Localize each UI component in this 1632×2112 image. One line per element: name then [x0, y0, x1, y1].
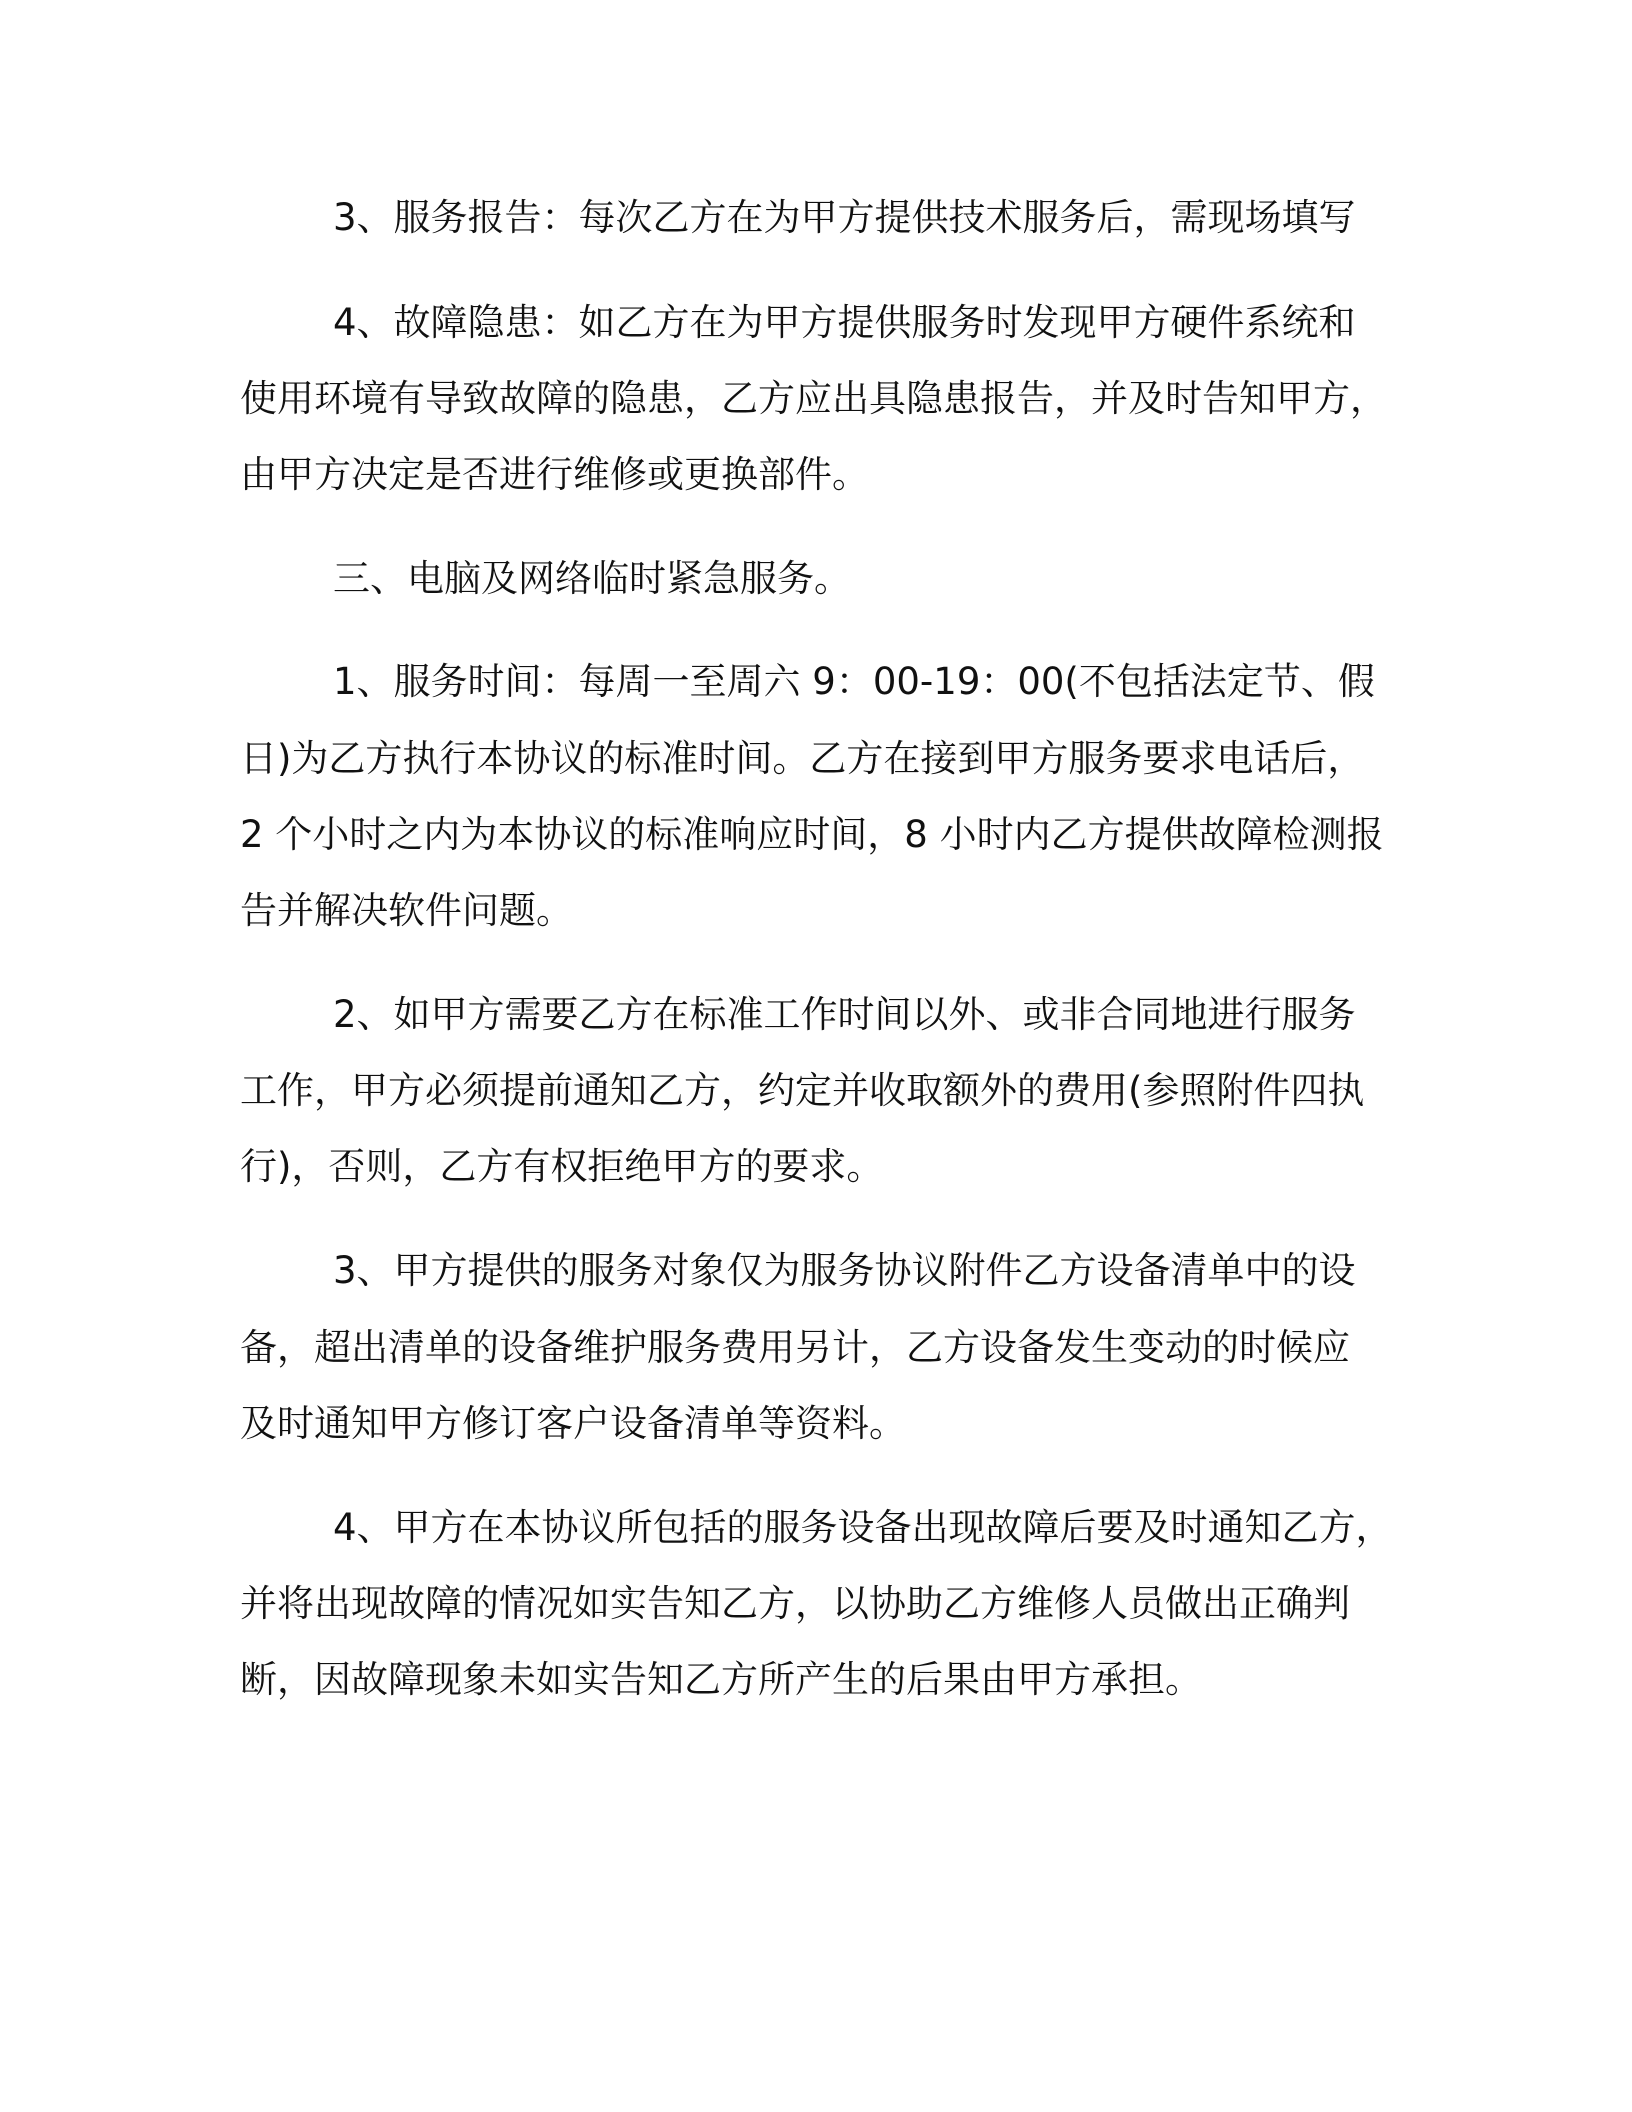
- paragraph-fault-notice-line-2: 并将出现故障的情况如实告知乙方，以协助乙方维修人员做出正确判: [240, 1582, 1350, 1625]
- paragraph-fault-hazard-line-1: 4、故障隐患：如乙方在为甲方提供服务时发现甲方硬件系统和: [333, 301, 1356, 344]
- paragraph-device-list-line-2: 备，超出清单的设备维护服务费用另计，乙方设备发生变动的时候应: [240, 1326, 1350, 1369]
- paragraph-service-time-line-2: 日)为乙方执行本协议的标准时间。乙方在接到甲方服务要求电话后，: [240, 737, 1365, 780]
- paragraph-fault-notice-line-1: 4、甲方在本协议所包括的服务设备出现故障后要及时通知乙方，: [333, 1506, 1393, 1549]
- paragraph-device-list-line-1: 3、甲方提供的服务对象仅为服务协议附件乙方设备清单中的设: [333, 1249, 1356, 1292]
- paragraph-nonstandard-time-line-2: 工作，甲方必须提前通知乙方，约定并收取额外的费用(参照附件四执: [240, 1069, 1365, 1112]
- paragraph-service-time-line-3: 2 个小时之内为本协议的标准响应时间，8 小时内乙方提供故障检测报: [240, 813, 1384, 856]
- paragraph-service-time-line-1: 1、服务时间：每周一至周六 9：00-19：00(不包括法定节、假: [333, 660, 1375, 703]
- paragraph-service-time-line-4: 告并解决软件问题。: [240, 889, 573, 932]
- section-heading-emergency-service: 三、电脑及网络临时紧急服务。: [333, 557, 851, 600]
- paragraph-nonstandard-time-line-3: 行)，否则，乙方有权拒绝甲方的要求。: [240, 1145, 884, 1188]
- paragraph-fault-hazard-line-3: 由甲方决定是否进行维修或更换部件。: [240, 453, 869, 496]
- paragraph-nonstandard-time-line-1: 2、如甲方需要乙方在标准工作时间以外、或非合同地进行服务: [333, 993, 1356, 1036]
- paragraph-fault-notice-line-3: 断，因故障现象未如实告知乙方所产生的后果由甲方承担。: [240, 1658, 1202, 1701]
- paragraph-device-list-line-3: 及时通知甲方修订客户设备清单等资料。: [240, 1402, 906, 1445]
- paragraph-service-report: 3、服务报告：每次乙方在为甲方提供技术服务后，需现场填写: [333, 196, 1356, 239]
- paragraph-fault-hazard-line-2: 使用环境有导致故障的隐患，乙方应出具隐患报告，并及时告知甲方，: [240, 377, 1387, 420]
